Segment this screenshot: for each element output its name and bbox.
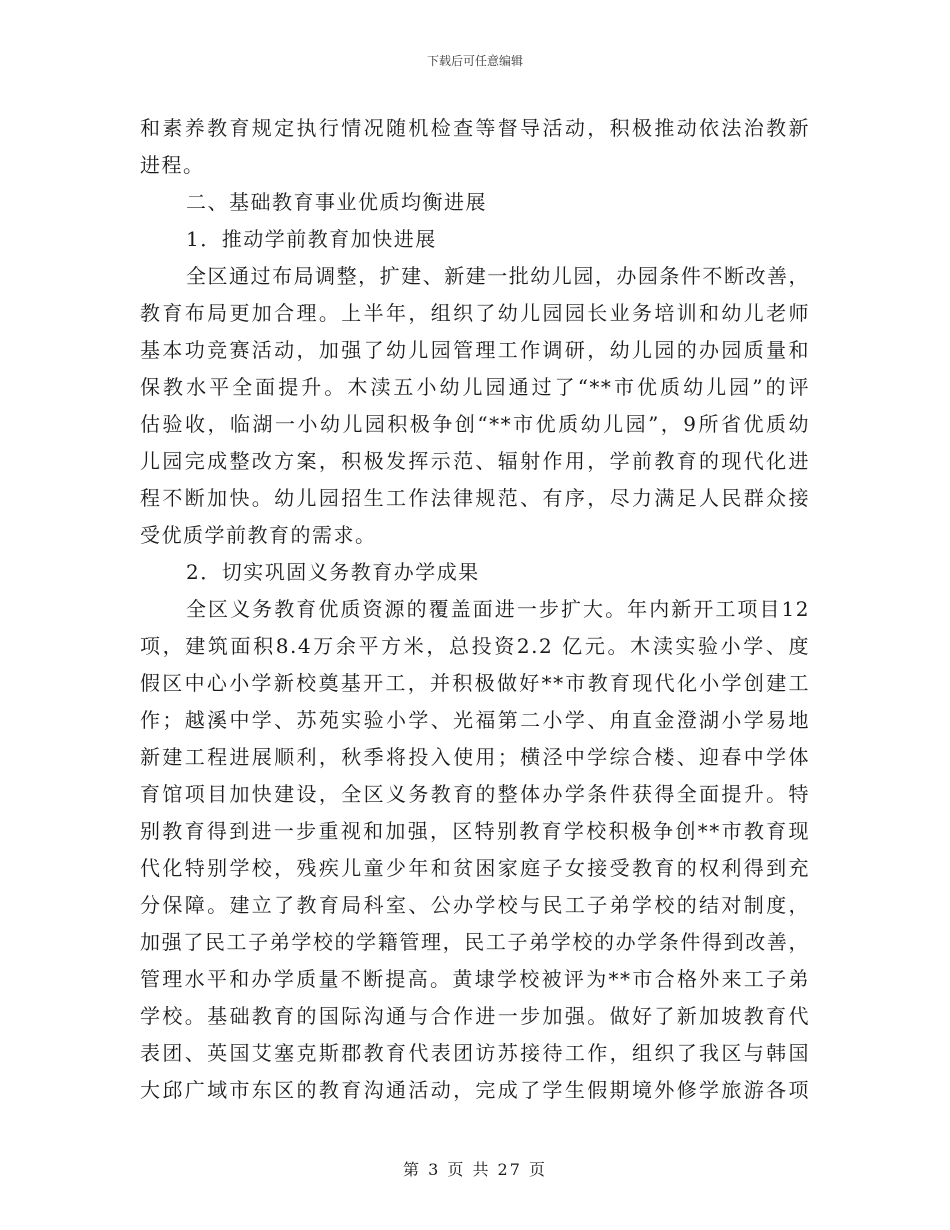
text-line: 保教水平全面提升。木渎五小幼儿园通过了“**市优质幼儿园”的评	[140, 375, 810, 399]
text-line: 进程。	[140, 153, 205, 177]
text-line: 大邱广域市东区的教育沟通活动，完成了学生假期境外修学旅游各项	[140, 1078, 810, 1102]
text-line: 2．切实巩固义务教育办学成果	[186, 560, 480, 584]
text-line: 基本功竞赛活动，加强了幼儿园管理工作调研，幼儿园的办园质量和	[140, 338, 810, 362]
text-line: 二、基础教育事业优质均衡进展	[186, 190, 487, 214]
text-line: 程不断加快。幼儿园招生工作法律规范、有序，尽力满足人民群众接	[140, 486, 810, 510]
page-number: 第 3 页 共 27 页	[403, 1160, 547, 1179]
text-line: 管理水平和办学质量不断提高。黄埭学校被评为**市合格外来工子弟	[140, 967, 810, 991]
text-line: 受优质学前教育的需求。	[140, 523, 377, 547]
page-header: 下载后可任意编辑	[426, 54, 523, 68]
text-line: 学校。基础教育的国际沟通与合作进一步加强。做好了新加坡教育代	[140, 1004, 810, 1028]
document-body	[140, 110, 810, 1109]
text-line: 分保障。建立了教育局科室、公办学校与民工子弟学校的结对制度，	[140, 893, 810, 917]
text-line: 代化特别学校，残疾儿童少年和贫困家庭子女接受教育的权利得到充	[140, 856, 810, 880]
text-line: 儿园完成整改方案，积极发挥示范、辐射作用，学前教育的现代化进	[140, 449, 810, 473]
text-line: 加强了民工子弟学校的学籍管理，民工子弟学校的办学条件得到改善，	[140, 930, 810, 954]
text-line: 表团、英国艾塞克斯郡教育代表团访苏接待工作，组织了我区与韩国	[140, 1041, 810, 1065]
text-line: 育馆项目加快建设，全区义务教育的整体办学条件获得全面提升。特	[140, 782, 810, 806]
text-line: 全区通过布局调整，扩建、新建一批幼儿园，办园条件不断改善，	[186, 264, 810, 288]
text-line: 项，建筑面积8.4万余平方米，总投资2.2 亿元。木渎实验小学、度	[140, 634, 810, 658]
text-line: 估验收，临湖一小幼儿园积极争创“**市优质幼儿园”，9所省优质幼	[140, 412, 810, 436]
text-line: 别教育得到进一步重视和加强，区特别教育学校积极争创**市教育现	[140, 819, 810, 843]
text-line: 1．推动学前教育加快进展	[186, 227, 437, 251]
text-line: 全区义务教育优质资源的覆盖面进一步扩大。年内新开工项目12	[186, 597, 810, 621]
text-line: 假区中心小学新校奠基开工，并积极做好**市教育现代化小学创建工	[140, 671, 810, 695]
text-line: 和素养教育规定执行情况随机检查等督导活动，积极推动依法治教新	[140, 116, 810, 140]
text-line: 作；越溪中学、苏苑实验小学、光福第二小学、甪直金澄湖小学易地	[140, 708, 810, 732]
text-line: 新建工程进展顺利，秋季将投入使用；横泾中学综合楼、迎春中学体	[140, 745, 810, 769]
text-line: 教育布局更加合理。上半年，组织了幼儿园园长业务培训和幼儿老师	[140, 301, 810, 325]
